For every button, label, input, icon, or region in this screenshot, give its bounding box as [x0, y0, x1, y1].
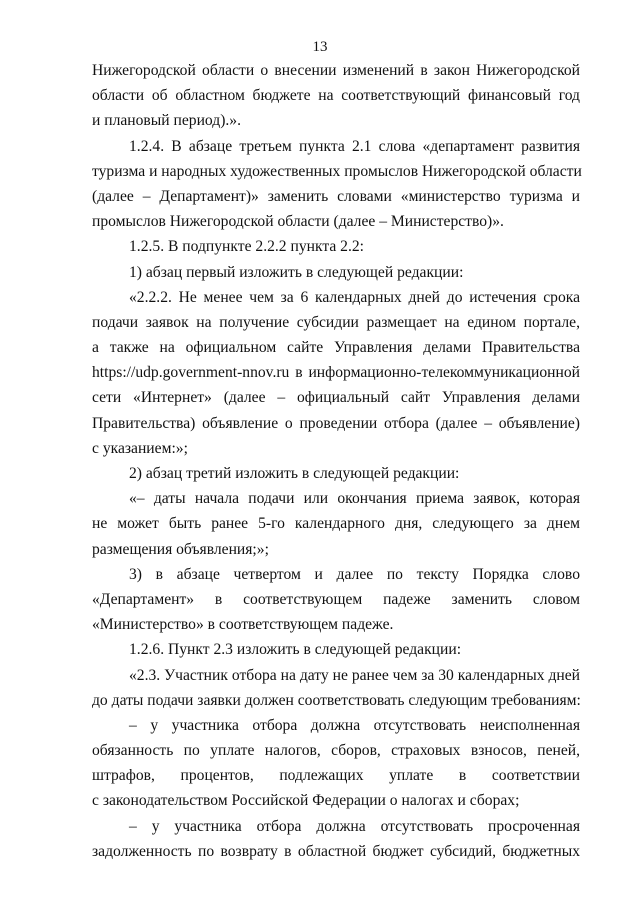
text-line: 1.2.5. В подпункте 2.2.2 пункта 2.2: — [129, 238, 364, 256]
text-line: «Департамент» в соответствующем падеже заменить словом — [92, 590, 580, 608]
text-line: 3) в абзаце четвертом и далее по тексту Порядка слово — [129, 565, 580, 583]
text-line: и плановый период).». — [92, 112, 241, 130]
text-line: обязанность по уплате налогов, сборов, страховых взносов, пеней, — [92, 742, 580, 760]
text-line: сети «Интернет» (далее – официальный сайт Управления делами — [92, 389, 580, 407]
text-line: 1.2.6. Пункт 2.3 изложить в следующей редакции: — [129, 641, 462, 659]
text-line: штрафов, процентов, подлежащих уплате в соответствии — [92, 767, 580, 785]
text-line: не может быть ранее 5-го календарного дня, следующего за днем — [92, 515, 580, 533]
text-line: «Министерство» в соответствующем падеже. — [92, 616, 394, 634]
text-line: размещения объявления;»; — [92, 540, 269, 558]
text-line: (далее – Департамент)» заменить словами «министерство туризма и — [92, 187, 580, 205]
text-line: задолженность по возврату в областной бюджет субсидий, бюджетных — [92, 842, 580, 860]
text-line: – у участника отбора должна отсутствовать просроченная — [129, 817, 580, 835]
text-line: туризма и народных художественных промыслов Нижегородской области — [92, 162, 582, 180]
text-line: https://udp.government-nnov.ru в информационно-телекоммуникационной — [92, 364, 580, 382]
text-line: 2) абзац третий изложить в следующей редакции: — [129, 465, 460, 482]
text-line: с указанием:»; — [92, 439, 188, 457]
text-line: 1.2.4. В абзаце третьем пункта 2.1 слова «департамент развития — [129, 137, 580, 155]
page-number: 13 — [312, 39, 328, 55]
text-line: области об областном бюджете на соответствующий финансовый год — [92, 87, 580, 105]
document-body — [92, 58, 580, 864]
text-line: «2.3. Участник отбора на дату не ранее чем за 30 календарных дней — [129, 666, 580, 684]
text-line: с законодательством Российской Федерации о налогах и сборах; — [92, 792, 520, 810]
text-line: промыслов Нижегородской области (далее – Министерство)». — [92, 213, 504, 231]
text-line: – у участника отбора должна отсутствовать неисполненная — [129, 716, 580, 734]
text-line: подачи заявок на получение субсидии размещает на едином портале, — [92, 313, 580, 331]
text-line: до даты подачи заявки должен соответствовать следующим требованиям: — [92, 691, 581, 709]
text-line: Правительства) объявление о проведении отбора (далее – объявление) — [92, 414, 580, 432]
text-line: Нижегородской области о внесении изменений в закон Нижегородской — [92, 62, 580, 79]
text-line: «2.2.2. Не менее чем за 6 календарных дней до истечения срока — [129, 288, 580, 306]
text-line: а также на официальном сайте Управления делами Правительства — [92, 339, 580, 357]
text-line: «– даты начала подачи или окончания приема заявок, которая — [129, 490, 580, 508]
text-line: 1) абзац первый изложить в следующей редакции: — [129, 263, 464, 281]
